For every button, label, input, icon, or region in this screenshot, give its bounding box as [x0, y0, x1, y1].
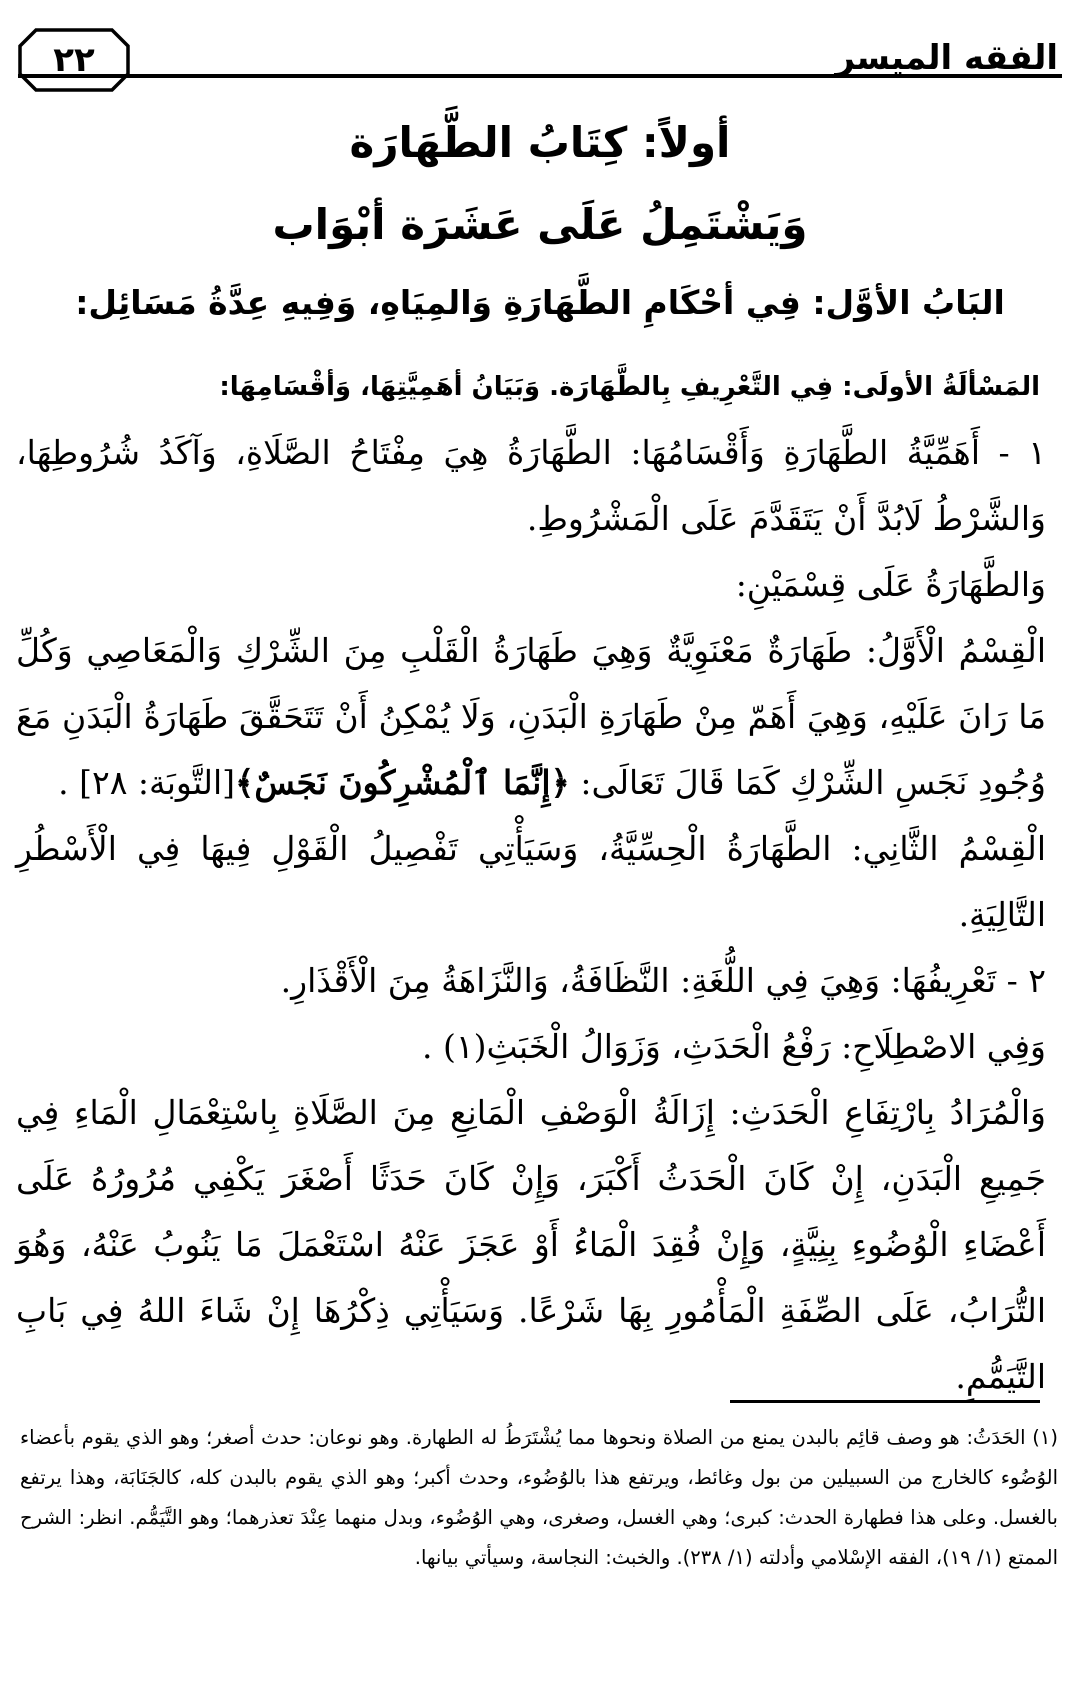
paragraph-importance: ١ - أَهَمِّيَّةُ الطَّهَارَةِ وَأَقْسَامُهَا: الطَّهَارَةُ هِيَ مِفْتَاحُ الصَّلَاةِ، وَآكَدُ شُرُوطِهَا، وَالشَّرْطُ لَابُدَّ أَنْ يَتَقَدَّمَ عَلَى الْمَشْرُوطِ. [16, 433, 1046, 538]
page-header [18, 28, 1062, 98]
verse-reference: [التَّوبَة: ٢٨] . [58, 763, 236, 802]
footnote-rule [730, 1400, 1040, 1403]
header-rule [18, 74, 1062, 78]
page-number: ٢٢ [53, 40, 95, 80]
first-part-text: الْقِسْمُ الْأَوَّلُ: طَهَارَةٌ مَعْنَوِيَّةٌ وَهِيَ طَهَارَةُ الْقَلْبِ مِنَ الشِّرْكِ وَالْمَعَاصِي وَكُلِّ مَا رَانَ عَلَيْهِ، وَهِيَ أَهَمّ مِنْ طَهَارَةِ الْبَدَنِ، وَلَا يُمْكِنُ أَنْ تَتَحَقَّقَ طَهَارَةُ الْبَدَنِ مَعَ وُجُودِ نَجَسِ الشِّرْكِ كَمَا قَالَ تَعَالَى: [16, 631, 1046, 802]
paragraph-two-parts: وَالطَّهَارَةُ عَلَى قِسْمَيْنِ: [735, 565, 1046, 604]
main-text [16, 420, 1046, 1410]
paragraph-second-part: الْقِسْمُ الثَّانِي: الطَّهَارَةُ الْحِسِّيَّةُ، وَسَيَأْتِي تَفْصِيلُ الْقَوْلِ فِيهَا فِي الْأَسْطُرِ التَّالِيَةِ. [16, 829, 1046, 934]
footnote-1: (١) الحَدَثُ: هو وصف قائِم بالبدن يمنع من الصلاة ونحوها مما يُشْتَرَطُ له الطهارة. وهو نوعان: حدث أصغر؛ وهو الذي يقوم بأعضاء الوُضُوء كالخارج من السبيلين من بول وغائط، ويرتفع هذا بالوُضُوء، وحدث أكبر؛ وهو الذي يقوم بالبدن كله، كالجَنَابَة، وهذا يرتفع بالغسل. وعلى هذا فطهارة الحدث: كبرى؛ وهي الغسل، وصغرى، وهي الوُضُوء، وبدل منهما عِنْدَ تعذرهما؛ وهو التَّيَمُّم. انظر: الشرح الممتع (١/ ١٩)، الفقه الإسْلامي وأدلته (١/ ٢٣٨). والخبث: النجاسة، وسيأتي بيانها. [20, 1426, 1058, 1569]
paragraph-removing-hadath: وَالْمُرَادُ بِارْتِفَاعِ الْحَدَثِ: إِزَالَةُ الْوَصْفِ الْمَانِعِ مِنَ الصَّلَاةِ بِاسْتِعْمَالِ الْمَاءِ فِي جَمِيعِ الْبَدَنِ، إِنْ كَانَ الْحَدَثُ أَكْبَرَ، وَإِنْ كَانَ حَدَثًا أَصْغَرَ يَكْفِي مُرُورُهُ عَلَى أَعْضَاءِ الْوُضُوءِ بِنِيَّةٍ، وَإِنْ فُقِدَ الْمَاءُ أَوْ عَجَزَ عَنْهُ اسْتَعْمَلَ مَا يَنُوبُ عَنْهُ، وَهُوَ التُّرَابُ، عَلَى الصِّفَةِ الْمَأْمُورِ بِهَا شَرْعًا. وَسَيَأْتِي ذِكْرُهَا إِنْ شَاءَ اللهُ فِي بَابِ التَّيَمُّمِ. [16, 1093, 1046, 1396]
issue-heading: المَسْألَةُ الأولَى: فِي التَّعْرِيفِ بِالطَّهَارَة. وَبَيَانُ أهَمِيَّتِهَا، وَأقْسَامِهَا: [219, 372, 1040, 402]
footnotes [20, 1418, 1058, 1578]
quran-verse: ﴿إِنَّمَا ٱلْمُشْرِكُونَ نَجَسٌ﴾ [235, 763, 570, 802]
book-subheading: وَيَشْتَمِلُ عَلَى عَشَرَة أبْوَاب [272, 200, 808, 249]
paragraph-definition: ٢ - تَعْرِيفُهَا: وَهِيَ فِي اللُّغَةِ: النَّظَافَةُ، وَالنَّزَاهَةُ مِنَ الْأَقْذَارِ. [280, 961, 1046, 1000]
book-title: الفقه الميسر [835, 38, 1058, 78]
chapter-heading: البَابُ الأوَّل: فِي أحْكَامِ الطَّهَارَةِ وَالمِيَاهِ، وَفِيهِ عِدَّةُ مَسَائِل: [75, 283, 1005, 322]
paragraph-first-part [16, 618, 1046, 816]
book-heading: أولاً: كِتَابُ الطَّهَارَة [349, 118, 731, 167]
paragraph-terminology: وَفِي الاصْطِلَاحِ: رَفْعُ الْحَدَثِ، وَزَوَالُ الْخَبَثِ(١) . [421, 1027, 1046, 1066]
page-number-badge [18, 28, 130, 92]
